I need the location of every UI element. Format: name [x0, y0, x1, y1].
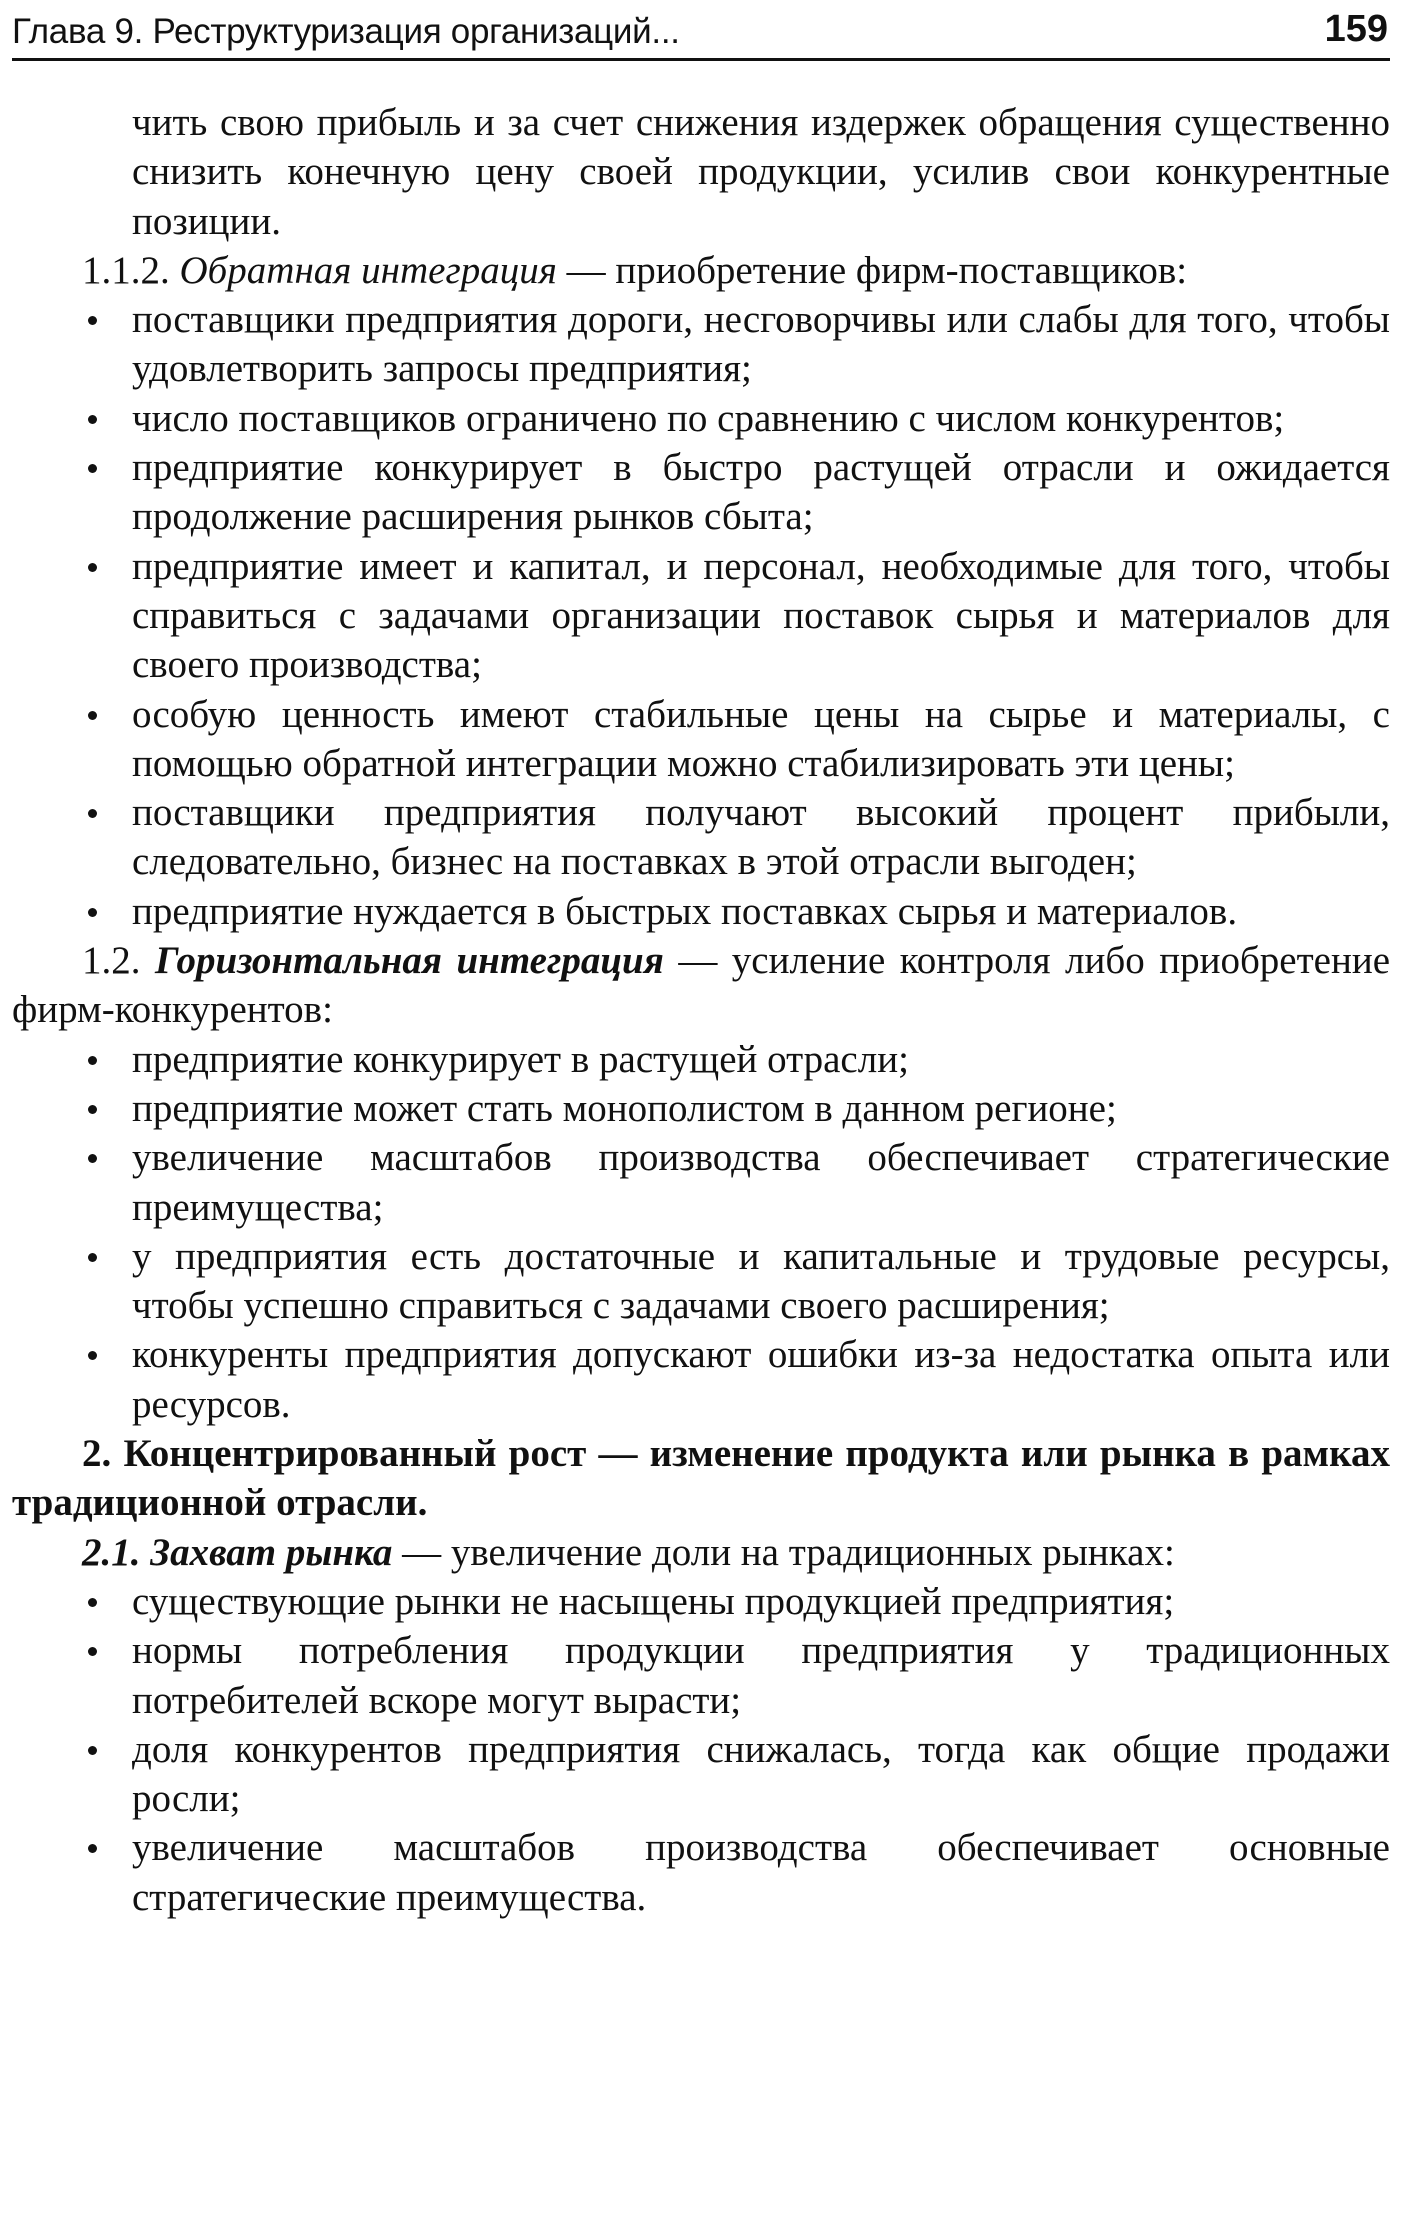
- list-item: [12, 1823, 1390, 1922]
- bullet-icon: [88, 1056, 97, 1065]
- section-description: — увеличение доли на традиционных рынках:: [392, 1530, 1175, 1574]
- list-item-text: предприятие конкурирует в быстро растущей отрасли и ожидается продолжение расширения рынков сбыта;: [132, 446, 1390, 539]
- list-item-text: предприятие конкурирует в растущей отрасли;: [132, 1037, 909, 1081]
- section-heading-1-2: [12, 936, 1390, 1035]
- section-description: — усиление контроля либо приобретение фирм-конкурентов:: [12, 939, 1390, 1032]
- page-number: 159: [1324, 8, 1388, 50]
- bullet-icon: [88, 1351, 97, 1360]
- section-heading-2-1: [12, 1528, 1390, 1577]
- section-heading-2: 2. Концентрированный рост — изменение продукта или рынка в рамках традиционной отрасли.: [12, 1432, 1390, 1525]
- list-item-text: существующие рынки не насыщены продукцией предприятия;: [132, 1579, 1175, 1623]
- list-item: [12, 1577, 1390, 1626]
- list-item: [12, 690, 1390, 789]
- bullet-list-backward-integration: [12, 295, 1390, 936]
- list-item-text: поставщики предприятия дороги, несговорчивы или слабы для того, чтобы удовлетворить запросы предприятия;: [132, 298, 1390, 391]
- bullet-icon: [88, 1844, 97, 1853]
- section-number: 1.1.2.: [82, 248, 170, 292]
- continued-paragraph: чить свою прибыль и за счет снижения издержек обращения существенно снизить конечную цену своей продукции, усилив свои конкурентные позиции.: [132, 101, 1390, 243]
- list-item-text: доля конкурентов предприятия снижалась, тогда как общие продажи росли;: [132, 1727, 1390, 1821]
- list-item-text: поставщики предприятия получают высокий процент прибыли, следовательно, бизнес на поставках в этой отрасли выгоден;: [132, 791, 1390, 884]
- section-term: Обратная интеграция: [179, 248, 557, 292]
- bullet-icon: [88, 464, 97, 473]
- section-description: — приобретение фирм-поставщиков:: [556, 248, 1188, 292]
- bullet-icon: [88, 1105, 97, 1114]
- bullet-icon: [88, 1746, 97, 1755]
- bullet-icon: [88, 809, 97, 818]
- bullet-icon: [88, 316, 97, 325]
- list-item: [12, 1084, 1390, 1133]
- list-item: [12, 1330, 1390, 1429]
- bullet-icon: [88, 1647, 97, 1656]
- list-item: [12, 1626, 1390, 1725]
- bullet-icon: [88, 711, 97, 720]
- chapter-title: Глава 9. Реструктуризация организаций...: [12, 12, 680, 51]
- list-item: [12, 295, 1390, 394]
- list-item: [12, 1035, 1390, 1084]
- bullet-icon: [88, 1253, 97, 1262]
- section-term: Горизонтальная интеграция: [155, 939, 664, 983]
- list-item: [12, 443, 1390, 542]
- list-item: [12, 1232, 1390, 1331]
- list-item-text: число поставщиков ограничено по сравнению с числом конкурентов;: [132, 396, 1285, 440]
- list-item-text: конкуренты предприятия допускают ошибки из-за недостатка опыта или ресурсов.: [132, 1333, 1390, 1426]
- bullet-icon: [88, 1598, 97, 1607]
- bullet-icon: [88, 1154, 97, 1163]
- running-header: [12, 8, 1390, 61]
- list-item: [12, 788, 1390, 887]
- list-item: [12, 887, 1390, 936]
- bullet-icon: [88, 563, 97, 572]
- section-term: 2.1. Захват рынка: [82, 1530, 393, 1574]
- section-heading-1-1-2: [12, 246, 1390, 295]
- page-body: [12, 98, 1390, 1922]
- list-item-text: предприятие может стать монополистом в данном регионе;: [132, 1086, 1117, 1130]
- list-item: [12, 394, 1390, 443]
- list-item-text: нормы потребления продукции предприятия у традиционных потребителей вскоре могут вырасти;: [132, 1629, 1390, 1722]
- list-item-text: предприятие имеет и капитал, и персонал, необходимые для того, чтобы справиться с задачами организации поставок сырья и материалов для своего производства;: [132, 544, 1390, 687]
- list-item-text: предприятие нуждается в быстрых поставках сырья и материалов.: [132, 889, 1238, 933]
- list-item-text: увеличение масштабов производства обеспечивает основные стратегические преимущества.: [132, 1826, 1390, 1919]
- bullet-icon: [88, 415, 97, 424]
- list-item-text: особую ценность имеют стабильные цены на сырье и материалы, с помощью обратной интеграции можно стабилизировать эти цены;: [132, 692, 1390, 785]
- bullet-list-horizontal-integration: [12, 1035, 1390, 1429]
- section-number: 1.2.: [82, 939, 141, 983]
- book-page: [12, 0, 1390, 2214]
- list-item: [12, 1133, 1390, 1232]
- bullet-icon: [88, 908, 97, 917]
- list-item-text: у предприятия есть достаточные и капитальные и трудовые ресурсы, чтобы успешно справиться с задачами своего расширения;: [132, 1234, 1390, 1328]
- list-item-text: увеличение масштабов производства обеспечивает стратегические преимущества;: [132, 1136, 1390, 1229]
- list-item: [12, 1725, 1390, 1824]
- bullet-list-market-capture: [12, 1577, 1390, 1922]
- list-item: [12, 542, 1390, 690]
